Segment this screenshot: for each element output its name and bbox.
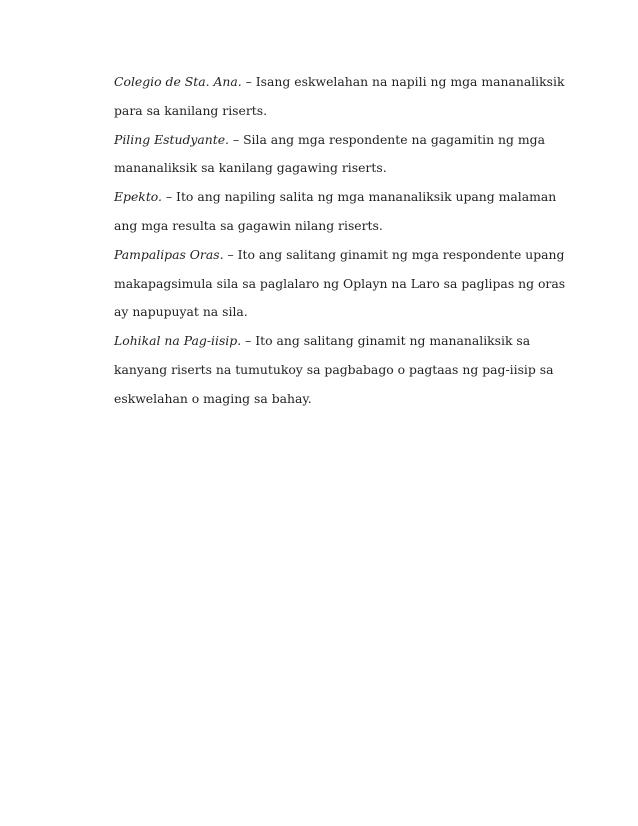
definition-text: – Ito ang salitang ginamit ng mananaliksik sa kanyang riserts na tumutukoy sa pagbabago o pagtaas ng pag-iisip sa eskwelahan o maging sa bahay. (114, 333, 554, 406)
definition-entry-lohikal (114, 327, 574, 413)
definition-text: – Isang eskwelahan na napili ng mga mananaliksik para sa kanilang riserts. (114, 74, 565, 118)
definition-term: Colegio de Sta. Ana. (114, 74, 242, 89)
definition-entry-pampalipas-oras (114, 241, 574, 327)
definition-entry-epekto (114, 183, 574, 241)
definition-entry-colegio (114, 68, 574, 126)
definition-text: – Sila ang mga respondente na gagamitin ng mga mananaliksik sa kanilang gagawing riserts. (114, 131, 545, 176)
definition-term: Epekto. (114, 189, 162, 205)
definition-text: – Ito ang napiling salita ng mga mananaliksik upang malaman ang mga resulta sa gagawin nilang riserts. (114, 189, 557, 233)
definition-entry-piling-estudyante (114, 126, 574, 184)
definition-text: – Ito ang salitang ginamit ng mga respondente upang makapagsimula sila sa paglalaro ng Oplayn na Laro sa paglipas ng oras ay napupuyat na sila. (114, 246, 566, 320)
definition-term: Piling Estudyante. (114, 131, 229, 147)
definition-term: Lohikal na Pag-iisip. (114, 333, 242, 349)
definition-term: Pampalipas Oras. (114, 246, 224, 262)
definitions-list (114, 68, 574, 414)
